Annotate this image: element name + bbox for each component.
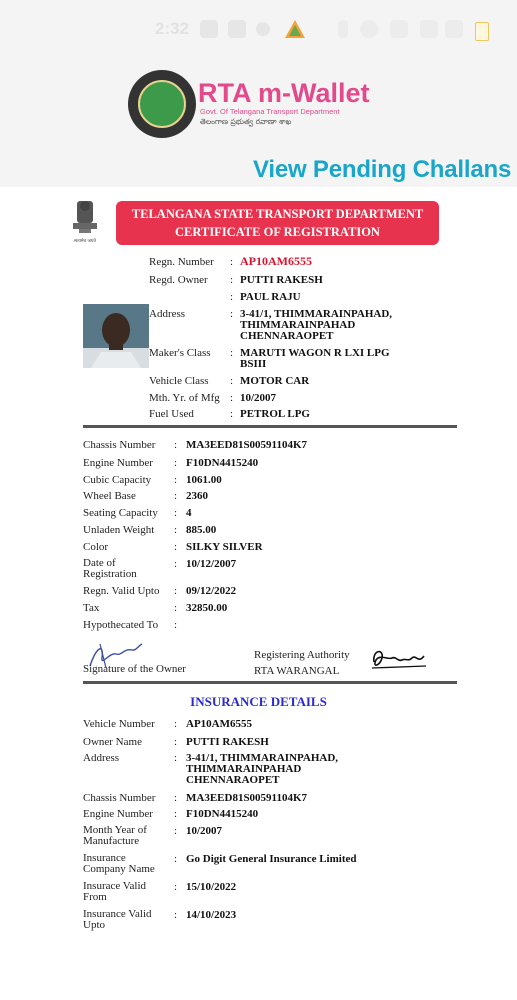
field-value: Go Digit General Insurance Limited: [186, 853, 357, 865]
field-value: MA3EED81S00591104K7: [186, 439, 308, 451]
field-value: 14/10/2023: [186, 909, 237, 921]
field-label: Engine Number: [83, 457, 153, 469]
wifi-icon: [360, 20, 378, 38]
field-label: Owner Name: [83, 736, 142, 748]
insurance-title: INSURANCE DETAILS: [190, 694, 327, 709]
logo-title: RTA m-Wallet: [198, 78, 370, 108]
field-label: Regn. Number: [149, 256, 214, 268]
field-label: Color: [83, 541, 109, 553]
field-value: SILKY SILVER: [186, 541, 263, 553]
field-label: Seating Capacity: [83, 507, 158, 519]
field-value: PAUL RAJU: [240, 291, 301, 303]
field-label: Insurance Valid Upto: [83, 908, 152, 931]
telangana-seal-icon: [128, 70, 196, 138]
rta-logo: [128, 70, 398, 140]
battery-icon: [475, 22, 489, 41]
logo-subtitle-telugu: తెలంగాణ ప్రభుత్వ రవాణా శాఖ: [200, 117, 292, 126]
authority-signature-image: [368, 644, 430, 674]
field-value: 10/2007: [240, 392, 277, 404]
field-label: Regn. Valid Upto: [83, 585, 160, 597]
field-value: MOTOR CAR: [240, 375, 310, 387]
field-value: PUTTI RAKESH: [186, 736, 269, 748]
field-label: Regd. Owner: [149, 274, 208, 286]
field-value: 10/12/2007: [186, 558, 237, 570]
owner-signature-label: Signature of the Owner: [83, 663, 186, 675]
divider: [83, 681, 457, 684]
national-emblem-icon: [68, 198, 102, 244]
field-label: Tax: [83, 602, 100, 614]
field-value: F10DN4415240: [186, 808, 259, 820]
field-value: 1061.00: [186, 474, 222, 486]
field-label: Wheel Base: [83, 490, 136, 502]
field-label: Chassis Number: [83, 792, 156, 804]
field-label: Engine Number: [83, 808, 153, 820]
gallery-icon: [228, 20, 246, 38]
owner-photo: [83, 304, 149, 368]
field-label: Insurace Valid From: [83, 880, 147, 903]
field-value: 09/12/2022: [186, 585, 237, 597]
logo-subtitle: Govt. Of Telangana Transport Department: [200, 107, 340, 116]
dept-title: TELANGANA STATE TRANSPORT DEPARTMENT: [131, 207, 424, 221]
field-value: AP10AM6555: [186, 718, 252, 730]
data-icon: [390, 20, 408, 38]
field-label: Hypothecated To: [83, 619, 159, 631]
regn-number-value: AP10AM6555: [240, 254, 312, 268]
registering-authority-label: Registering Authority: [254, 649, 350, 661]
field-label: Month Year of Manufacture: [83, 824, 147, 847]
certificate-banner: [116, 201, 439, 245]
field-value: 2360: [186, 490, 208, 502]
view-pending-challans-link[interactable]: View Pending Challans: [253, 156, 512, 183]
field-value: 3-41/1, THIMMARAINPAHAD, THIMMARAINPAHAD CHENNARAOPET: [240, 308, 393, 342]
field-value: PUTTI RAKESH: [240, 274, 323, 286]
field-label: Cubic Capacity: [83, 474, 152, 486]
field-value: 32850.00: [186, 602, 228, 614]
field-label: Mth. Yr. of Mfg: [149, 392, 220, 404]
field-label: Chassis Number: [83, 439, 156, 451]
emblem-motto: सत्यमेव जयते: [73, 239, 97, 244]
field-label: Fuel Used: [149, 408, 194, 420]
field-value: 15/10/2022: [186, 881, 237, 893]
field-label: Vehicle Class: [149, 375, 209, 387]
divider: [83, 425, 457, 428]
app-header: [0, 0, 517, 187]
signal-icon: [420, 20, 438, 38]
field-label: Maker's Class: [149, 347, 211, 359]
bluetooth-icon: [338, 20, 348, 38]
certificate-title: CERTIFICATE OF REGISTRATION: [175, 225, 380, 239]
whatsapp-icon: [200, 20, 218, 38]
field-value: 10/2007: [186, 825, 223, 837]
field-label: Date of Registration: [83, 557, 137, 580]
field-value: MARUTI WAGON R LXI LPG BSIII: [240, 347, 390, 370]
field-value: 4: [186, 507, 192, 519]
field-label: Insurance Company Name: [83, 852, 155, 875]
field-value: 885.00: [186, 524, 217, 536]
rta-office-label: RTA WARANGAL: [254, 665, 340, 677]
field-label: Address: [83, 752, 120, 764]
field-label: Address: [149, 308, 186, 320]
app-notification-icon: [284, 18, 306, 40]
status-time: 2:32: [155, 19, 190, 38]
signal-2-icon: [445, 20, 463, 38]
registering-authority: [254, 647, 350, 679]
field-value: MA3EED81S00591104K7: [186, 792, 308, 804]
field-label: Vehicle Number: [83, 718, 155, 730]
field-label: Unladen Weight: [83, 524, 155, 536]
notification-icon: [256, 22, 270, 36]
field-value: 3-41/1, THIMMARAINPAHAD, THIMMARAINPAHAD CHENNARAOPET: [186, 752, 339, 786]
field-value: F10DN4415240: [186, 457, 259, 469]
field-value: PETROL LPG: [240, 408, 310, 420]
status-bar: [0, 14, 517, 46]
